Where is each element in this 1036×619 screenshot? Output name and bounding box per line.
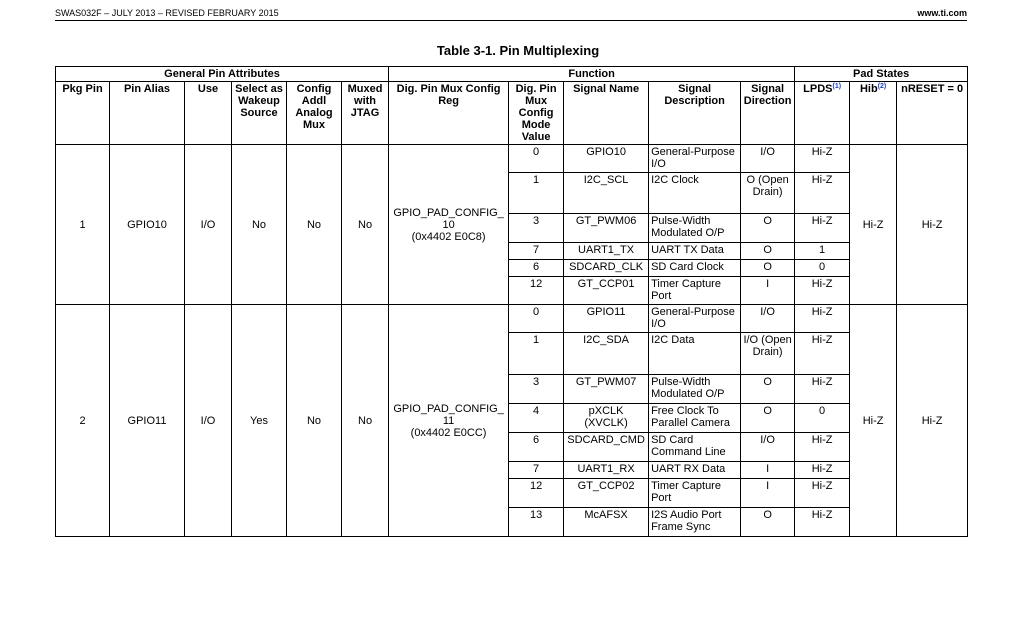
lpds-cell: Hi-Z — [795, 479, 850, 508]
mux-value-cell: 7 — [509, 243, 564, 260]
mux-value-cell: 13 — [509, 508, 564, 537]
signal-name-cell: I2C_SCL — [564, 173, 649, 214]
col-lpds — [795, 82, 850, 145]
signal-desc-cell: Timer Capture Port — [649, 277, 741, 305]
hib-cell: Hi-Z — [850, 145, 897, 305]
signal-desc-cell: UART RX Data — [649, 462, 741, 479]
jtag-cell: No — [342, 145, 389, 305]
signal-dir-cell: I/O — [741, 305, 795, 333]
lpds-cell: Hi-Z — [795, 433, 850, 462]
signal-desc-cell: SD Card Clock — [649, 260, 741, 277]
signal-name-cell: GT_CCP02 — [564, 479, 649, 508]
signal-desc-cell: I2C Clock — [649, 173, 741, 214]
col-signal-name: Signal Name — [564, 82, 649, 145]
signal-dir-cell: O — [741, 260, 795, 277]
group-function: Function — [389, 67, 795, 82]
mux-reg-reg-line2: 10 — [442, 218, 455, 231]
lpds-cell: 1 — [795, 243, 850, 260]
footnote-2-link[interactable]: (2) — [877, 83, 887, 90]
signal-name-cell: McAFSX — [564, 508, 649, 537]
lpds-cell: Hi-Z — [795, 277, 850, 305]
lpds-cell: Hi-Z — [795, 333, 850, 375]
col-signal-dir: Signal Direction — [741, 82, 795, 145]
col-wakeup: Select as Wakeup Source — [232, 82, 287, 145]
lpds-cell: Hi-Z — [795, 462, 850, 479]
mux-value-cell: 6 — [509, 260, 564, 277]
table-row — [56, 145, 968, 173]
lpds-cell: Hi-Z — [795, 305, 850, 333]
table-body — [56, 145, 968, 537]
pin-alias-cell: GPIO10 — [110, 145, 185, 305]
col-signal-desc: Signal Description — [649, 82, 741, 145]
mux-value-cell: 0 — [509, 305, 564, 333]
document-id: SWAS032F – JULY 2013 – REVISED FEBRUARY 2015 — [55, 8, 279, 18]
col-analog-mux: Config Addl Analog Mux — [287, 82, 342, 145]
signal-dir-cell: O — [741, 508, 795, 537]
signal-desc-cell: Free Clock To Parallel Camera — [649, 404, 741, 433]
signal-dir-cell: O (Open Drain) — [741, 173, 795, 214]
signal-desc-cell: Pulse-Width Modulated O/P — [649, 214, 741, 243]
signal-dir-cell: O — [741, 243, 795, 260]
group-header-row — [56, 67, 968, 82]
use-cell: I/O — [185, 145, 232, 305]
pkg-pin-cell: 1 — [56, 145, 110, 305]
signal-desc-cell: I2C Data — [649, 333, 741, 375]
use-cell: I/O — [185, 305, 232, 537]
signal-desc-cell: SD Card Command Line — [649, 433, 741, 462]
mux-reg-reg-line1: GPIO_PAD_CONFIG_ — [393, 206, 504, 219]
lpds-cell: 0 — [795, 260, 850, 277]
mux-reg-reg-line2: 11 — [442, 414, 455, 427]
pin-multiplexing-table — [55, 66, 968, 537]
mux-value-cell: 12 — [509, 277, 564, 305]
nreset-cell: Hi-Z — [897, 145, 968, 305]
mux-reg-reg-addr: (0x4402 E0C8) — [411, 230, 486, 243]
lpds-cell: Hi-Z — [795, 508, 850, 537]
signal-desc-cell: UART TX Data — [649, 243, 741, 260]
mux-reg-reg-addr: (0x4402 E0CC) — [410, 426, 487, 439]
analog-mux-cell: No — [287, 145, 342, 305]
jtag-cell: No — [342, 305, 389, 537]
mux-value-cell: 1 — [509, 333, 564, 375]
wakeup-cell: Yes — [232, 305, 287, 537]
signal-name-cell: GT_PWM06 — [564, 214, 649, 243]
signal-dir-cell: I — [741, 277, 795, 305]
col-mux-value: Dig. Pin Mux Config Mode Value — [509, 82, 564, 145]
mux-value-cell: 7 — [509, 462, 564, 479]
signal-name-cell: SDCARD_CLK — [564, 260, 649, 277]
lpds-cell: Hi-Z — [795, 173, 850, 214]
lpds-cell: 0 — [795, 404, 850, 433]
col-pin-alias: Pin Alias — [110, 82, 185, 145]
signal-name-cell: UART1_RX — [564, 462, 649, 479]
pin-alias-cell: GPIO11 — [110, 305, 185, 537]
signal-dir-cell: I/O — [741, 433, 795, 462]
signal-dir-cell: I/O (Open Drain) — [741, 333, 795, 375]
wakeup-cell: No — [232, 145, 287, 305]
mux-reg-cell — [389, 305, 509, 537]
signal-desc-cell: I2S Audio Port Frame Sync — [649, 508, 741, 537]
signal-dir-cell: O — [741, 375, 795, 404]
signal-name-cell: GPIO10 — [564, 145, 649, 173]
site-link[interactable]: www.ti.com — [917, 8, 967, 18]
signal-name-cell: GT_PWM07 — [564, 375, 649, 404]
col-use: Use — [185, 82, 232, 145]
hib-cell: Hi-Z — [850, 305, 897, 537]
mux-value-cell: 1 — [509, 173, 564, 214]
analog-mux-cell: No — [287, 305, 342, 537]
col-jtag: Muxed with JTAG — [342, 82, 389, 145]
lpds-cell: Hi-Z — [795, 214, 850, 243]
lpds-cell: Hi-Z — [795, 375, 850, 404]
mux-value-cell: 3 — [509, 375, 564, 404]
pkg-pin-cell: 2 — [56, 305, 110, 537]
signal-dir-cell: I — [741, 462, 795, 479]
lpds-cell: Hi-Z — [795, 145, 850, 173]
col-nreset: nRESET = 0 — [897, 82, 968, 145]
signal-desc-cell: Pulse-Width Modulated O/P — [649, 375, 741, 404]
table-title: Table 3-1. Pin Multiplexing — [436, 43, 600, 58]
mux-value-cell: 0 — [509, 145, 564, 173]
mux-reg-reg-line1: GPIO_PAD_CONFIG_ — [393, 402, 504, 415]
mux-value-cell: 6 — [509, 433, 564, 462]
signal-name-cell: UART1_TX — [564, 243, 649, 260]
signal-desc-cell: General-Purpose I/O — [649, 305, 741, 333]
page-header — [55, 6, 967, 21]
column-header-row — [56, 82, 968, 145]
footnote-1-link[interactable]: (1) — [832, 83, 842, 90]
col-mux-reg: Dig. Pin Mux Config Reg — [389, 82, 509, 145]
signal-dir-cell: O — [741, 214, 795, 243]
signal-name-cell: GT_CCP01 — [564, 277, 649, 305]
mux-value-cell: 3 — [509, 214, 564, 243]
signal-dir-cell: I — [741, 479, 795, 508]
mux-value-cell: 4 — [509, 404, 564, 433]
mux-value-cell: 12 — [509, 479, 564, 508]
signal-name-cell: SDCARD_CMD — [564, 433, 649, 462]
signal-desc-cell: Timer Capture Port — [649, 479, 741, 508]
col-hib-label: Hib — [859, 83, 878, 95]
mux-reg-cell — [389, 145, 509, 305]
table-row — [56, 305, 968, 333]
signal-desc-cell: General-Purpose I/O — [649, 145, 741, 173]
signal-dir-cell: O — [741, 404, 795, 433]
group-pad-states: Pad States — [795, 67, 968, 82]
signal-name-cell: I2C_SDA — [564, 333, 649, 375]
signal-name-cell: pXCLK (XVCLK) — [564, 404, 649, 433]
signal-name-cell: GPIO11 — [564, 305, 649, 333]
group-general: General Pin Attributes — [56, 67, 389, 82]
col-pkg-pin: Pkg Pin — [56, 82, 110, 145]
col-hib — [850, 82, 897, 145]
col-lpds-label: LPDS — [803, 83, 833, 95]
signal-dir-cell: I/O — [741, 145, 795, 173]
nreset-cell: Hi-Z — [897, 305, 968, 537]
